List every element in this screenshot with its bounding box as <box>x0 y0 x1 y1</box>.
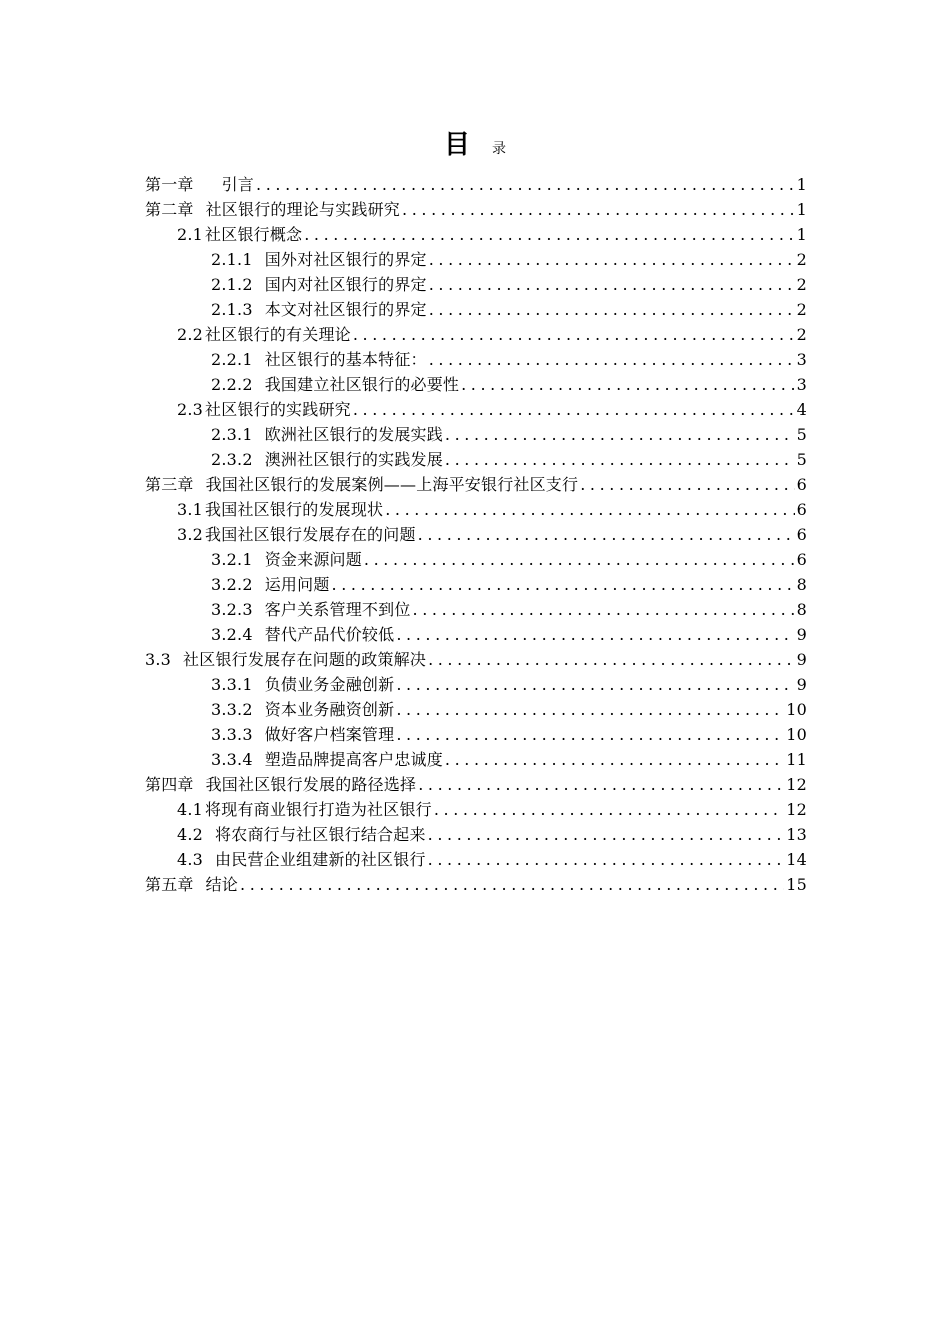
toc-entry-title: 结论 <box>205 875 239 894</box>
toc-entry-number: 第二章 <box>145 200 194 219</box>
toc-heading-sub: 录 <box>492 141 506 157</box>
toc-entry[interactable] <box>145 797 807 822</box>
toc-entry-number: 3.2.2 <box>211 575 253 594</box>
toc-page-number: 11 <box>786 750 807 769</box>
toc-page-number: 9 <box>796 625 807 644</box>
toc-entry-label <box>211 447 443 472</box>
toc-entry-title: 将农商行与社区银行结合起来 <box>215 825 426 844</box>
toc-entry-number: 2.1 <box>177 225 204 244</box>
toc-dot-leader <box>429 272 795 297</box>
toc-entry-number: 2.1.2 <box>211 275 253 294</box>
toc-entry-number: 2.3.1 <box>211 425 253 444</box>
toc-entry[interactable] <box>145 222 807 247</box>
toc-page-number: 1 <box>796 200 807 219</box>
toc-entry-label <box>177 222 302 247</box>
toc-entry-label <box>211 422 443 447</box>
toc-dot-leader <box>429 297 795 322</box>
toc-entry-title: 资金来源问题 <box>264 550 362 569</box>
toc-entry-title: 我国建立社区银行的必要性 <box>264 375 460 394</box>
toc-entry-title: 塑造品牌提高客户忠诚度 <box>264 750 443 769</box>
toc-entry[interactable] <box>145 322 807 347</box>
toc-entry-title: 资本业务融资创新 <box>264 700 395 719</box>
toc-dot-leader <box>396 722 784 747</box>
toc-entry-label <box>177 847 426 872</box>
toc-entry[interactable] <box>145 522 807 547</box>
toc-entry-label <box>211 272 427 297</box>
toc-entry-number: 3.2 <box>177 525 204 544</box>
toc-entry-number: 2.1.1 <box>211 250 253 269</box>
toc-dot-leader <box>385 497 794 522</box>
toc-entry[interactable] <box>145 447 807 472</box>
toc-entry[interactable] <box>145 422 807 447</box>
toc-entry-title: 负债业务金融创新 <box>264 675 395 694</box>
toc-dot-leader <box>364 547 795 572</box>
toc-entry[interactable] <box>145 672 807 697</box>
toc-page-number: 9 <box>796 675 807 694</box>
toc-dot-leader <box>353 322 795 347</box>
toc-entry[interactable] <box>145 622 807 647</box>
toc-entry-title: 我国社区银行的发展案例——上海平安银行社区支行 <box>205 475 579 494</box>
toc-page-number: 2 <box>796 325 807 344</box>
toc-page-number: 8 <box>796 575 807 594</box>
toc-entry-title: 替代产品代价较低 <box>264 625 395 644</box>
toc-entry[interactable] <box>145 172 807 197</box>
toc-entry-title: 社区银行的有关理论 <box>205 325 351 344</box>
toc-entry-number: 2.2 <box>177 325 204 344</box>
toc-dot-leader <box>418 772 784 797</box>
toc-entry-title: 做好客户档案管理 <box>264 725 395 744</box>
toc-heading <box>0 132 950 158</box>
toc-dot-leader <box>461 372 794 397</box>
toc-page-number: 1 <box>796 175 807 194</box>
toc-dot-leader <box>429 347 795 372</box>
toc-entry-label <box>211 572 330 597</box>
toc-page-number: 3 <box>796 350 807 369</box>
toc-entry-label <box>177 497 383 522</box>
toc-entry[interactable] <box>145 497 807 522</box>
toc-page-number: 4 <box>796 400 807 419</box>
toc-page-number: 10 <box>786 700 807 719</box>
toc-entry-number: 3.2.4 <box>211 625 253 644</box>
toc-entry-title: 社区银行的实践研究 <box>205 400 351 419</box>
toc-entry[interactable] <box>145 872 807 897</box>
toc-entry[interactable] <box>145 747 807 772</box>
toc-entry[interactable] <box>145 397 807 422</box>
toc-dot-leader <box>396 672 794 697</box>
toc-entry-label <box>145 872 238 897</box>
toc-page-number: 10 <box>786 725 807 744</box>
toc-page-number: 3 <box>796 375 807 394</box>
toc-dot-leader <box>428 822 785 847</box>
toc-entry-label <box>211 672 394 697</box>
toc-entry-label <box>177 797 432 822</box>
toc-page-number: 6 <box>796 550 807 569</box>
toc-entry-label <box>211 697 394 722</box>
toc-entry-number: 3.2.1 <box>211 550 253 569</box>
toc-dot-leader <box>304 222 794 247</box>
toc-dot-leader <box>402 197 795 222</box>
toc-entry-label <box>211 597 411 622</box>
toc-entry-label <box>145 647 426 672</box>
toc-entry[interactable] <box>145 472 807 497</box>
toc-entry-label <box>145 172 254 197</box>
toc-entry-title: 我国社区银行发展存在的问题 <box>205 525 416 544</box>
toc-entry-number: 第三章 <box>145 475 194 494</box>
toc-entry-label <box>211 347 427 372</box>
toc-entry-label <box>211 297 427 322</box>
toc-entry-label <box>211 622 394 647</box>
toc-entry-title: 本文对社区银行的界定 <box>264 300 427 319</box>
toc-entry-number: 3.3 <box>145 650 172 669</box>
toc-page-number: 14 <box>786 850 807 869</box>
toc-page-number: 2 <box>796 275 807 294</box>
toc-entry-label <box>177 822 426 847</box>
toc-entry-number: 3.3.3 <box>211 725 253 744</box>
toc-entry-number: 4.2 <box>177 825 204 844</box>
toc-dot-leader <box>580 472 794 497</box>
toc-entry-title: 澳洲社区银行的实践发展 <box>264 450 443 469</box>
toc-entry-label <box>145 772 416 797</box>
toc-entry-label <box>211 247 427 272</box>
toc-entry[interactable] <box>145 197 807 222</box>
toc-entry-number: 2.3.2 <box>211 450 253 469</box>
toc-entry-number: 2.2.2 <box>211 375 253 394</box>
toc-heading-main: 目 <box>443 130 470 160</box>
toc-entry-number: 3.1 <box>177 500 204 519</box>
toc-entry[interactable] <box>145 272 807 297</box>
toc-entry-title: 运用问题 <box>264 575 330 594</box>
toc-entry-number: 第一章 <box>145 175 194 194</box>
toc-entry[interactable] <box>145 772 807 797</box>
toc-dot-leader <box>256 172 795 197</box>
toc-entry[interactable] <box>145 722 807 747</box>
toc-page-number: 9 <box>796 650 807 669</box>
toc-dot-leader <box>434 797 784 822</box>
toc-page-number: 12 <box>786 800 807 819</box>
toc-dot-leader <box>353 397 795 422</box>
toc-entry-title: 社区银行概念 <box>205 225 303 244</box>
toc-page-number: 1 <box>796 225 807 244</box>
toc-page-number: 15 <box>786 875 807 894</box>
toc-dot-leader <box>445 747 784 772</box>
toc-entry[interactable] <box>145 697 807 722</box>
toc-page-number: 2 <box>796 300 807 319</box>
toc-entry[interactable] <box>145 597 807 622</box>
toc-page-number: 12 <box>786 775 807 794</box>
toc-dot-leader <box>428 847 785 872</box>
toc-entry-label <box>145 197 400 222</box>
toc-entry-title: 社区银行的理论与实践研究 <box>205 200 401 219</box>
toc-dot-leader <box>429 247 795 272</box>
toc-entry-number: 2.3 <box>177 400 204 419</box>
toc-entry[interactable] <box>145 847 807 872</box>
toc-entry-number: 2.2.1 <box>211 350 253 369</box>
toc-entry-number: 3.3.2 <box>211 700 253 719</box>
table-of-contents <box>145 172 807 897</box>
toc-entry[interactable] <box>145 297 807 322</box>
toc-entry-number: 2.1.3 <box>211 300 253 319</box>
toc-entry-title: 欧洲社区银行的发展实践 <box>264 425 443 444</box>
toc-entry-label <box>211 722 394 747</box>
toc-entry-number: 4.3 <box>177 850 204 869</box>
toc-entry[interactable] <box>145 547 807 572</box>
toc-page-number: 5 <box>796 450 807 469</box>
toc-entry[interactable] <box>145 572 807 597</box>
toc-dot-leader <box>396 697 784 722</box>
toc-page-number: 6 <box>796 525 807 544</box>
toc-page-number: 13 <box>786 825 807 844</box>
toc-entry-number: 第五章 <box>145 875 194 894</box>
toc-entry[interactable] <box>145 347 807 372</box>
toc-entry-title: 国内对社区银行的界定 <box>264 275 427 294</box>
toc-entry-title: 将现有商业银行打造为社区银行 <box>205 800 432 819</box>
toc-entry-label <box>177 322 351 347</box>
toc-entry-title: 社区银行发展存在问题的政策解决 <box>183 650 427 669</box>
toc-entry-title: 社区银行的基本特征： <box>264 350 427 369</box>
toc-entry[interactable] <box>145 247 807 272</box>
toc-entry-title: 客户关系管理不到位 <box>264 600 411 619</box>
toc-page-number: 8 <box>796 600 807 619</box>
toc-entry-label <box>177 397 351 422</box>
toc-entry-label <box>211 372 459 397</box>
toc-page-number: 6 <box>796 500 807 519</box>
toc-entry-number: 3.3.1 <box>211 675 253 694</box>
toc-entry-number: 3.2.3 <box>211 600 253 619</box>
toc-dot-leader <box>418 522 795 547</box>
toc-entry-label <box>145 472 578 497</box>
toc-dot-leader <box>445 447 795 472</box>
toc-dot-leader <box>428 647 795 672</box>
toc-entry-title: 由民营企业组建新的社区银行 <box>215 850 426 869</box>
toc-entry-title: 我国社区银行发展的路径选择 <box>205 775 417 794</box>
toc-entry-title: 我国社区银行的发展现状 <box>205 500 384 519</box>
toc-dot-leader <box>413 597 795 622</box>
toc-entry-title: 引言 <box>221 175 255 194</box>
toc-page-number: 6 <box>796 475 807 494</box>
toc-page-number: 5 <box>796 425 807 444</box>
toc-entry-label <box>211 747 443 772</box>
toc-entry-number: 3.3.4 <box>211 750 253 769</box>
toc-entry-label <box>177 522 416 547</box>
toc-entry-title: 国外对社区银行的界定 <box>264 250 427 269</box>
toc-dot-leader <box>240 872 784 897</box>
toc-dot-leader <box>445 422 795 447</box>
toc-page-number: 2 <box>796 250 807 269</box>
toc-entry[interactable] <box>145 647 807 672</box>
toc-dot-leader <box>396 622 794 647</box>
toc-dot-leader <box>332 572 795 597</box>
toc-entry-label <box>211 547 362 572</box>
toc-entry[interactable] <box>145 372 807 397</box>
toc-entry[interactable] <box>145 822 807 847</box>
toc-entry-number: 第四章 <box>145 775 194 794</box>
toc-entry-number: 4.1 <box>177 800 204 819</box>
